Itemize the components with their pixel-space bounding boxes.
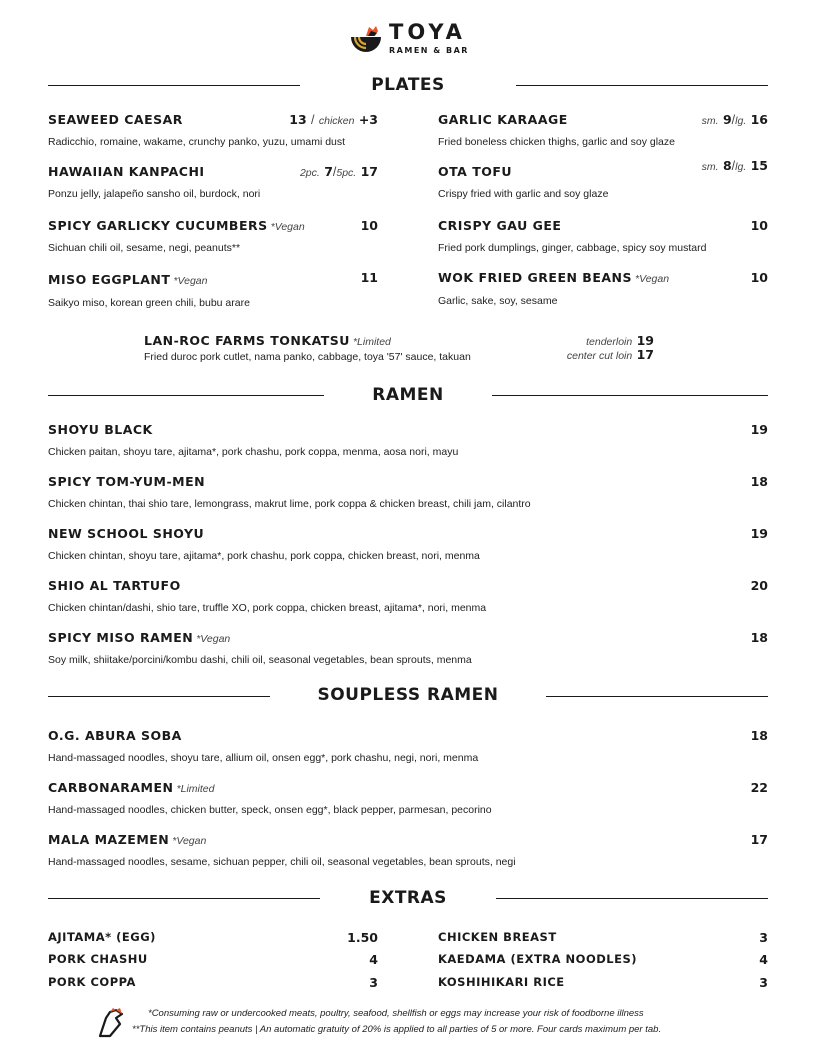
footer-note: **This item contains peanuts | An automatic gratuity of 20% is applied to all parties of 5 or more. Four cards maximum per tab. [132, 1024, 662, 1035]
item-name: SHIO AL TARTUFO [48, 578, 181, 593]
item-price: 19 [750, 526, 768, 541]
divider [48, 395, 324, 396]
item-description: Hand-massaged noodles, shoyu tare, allium oil, onsen egg*, pork chashu, negi, nori, menma [48, 752, 479, 764]
item-description: Sichuan chili oil, sesame, negi, peanuts** [48, 242, 241, 254]
item-price: 18 [750, 474, 768, 489]
item-price: 2pc. 7/5pc. 17 [299, 164, 378, 179]
extra-price: 4 [369, 952, 378, 967]
item-price: 10 [360, 218, 378, 233]
rooster-icon [96, 1008, 124, 1038]
item-description: Ponzu jelly, jalapeño sansho oil, burdock, nori [48, 188, 261, 200]
extra-price: 3 [369, 975, 378, 990]
item-name: O.G. ABURA SOBA [48, 728, 182, 743]
item-name: GARLIC KARAAGE [438, 112, 568, 127]
item-name: NEW SCHOOL SHOYU [48, 526, 205, 541]
item-price: 13 / chicken +3 [289, 112, 378, 127]
item-price: 10 [750, 270, 768, 285]
rooster-bowl-icon [349, 22, 383, 56]
item-price: 18 [750, 728, 768, 743]
divider [48, 898, 320, 899]
divider [546, 696, 768, 697]
divider [48, 696, 270, 697]
item-name: CRISPY GAU GEE [438, 218, 562, 233]
item-description: Chicken chintan/dashi, shio tare, truffle XO, pork coppa, chicken breast, ajitama*, nori, menma [48, 602, 487, 614]
extra-name: KAEDAMA (EXTRA NOODLES) [438, 952, 637, 966]
divider [496, 898, 768, 899]
item-price: 20 [750, 578, 768, 593]
item-description: Fried pork dumplings, ginger, cabbage, spicy soy mustard [438, 242, 707, 254]
item-description: Chicken paitan, shoyu tare, ajitama*, pork chashu, pork coppa, menma, aosa nori, mayu [48, 446, 459, 458]
item-description: Chicken chintan, shoyu tare, ajitama*, pork chashu, pork coppa, chicken breast, nori, menma [48, 550, 480, 562]
item-name: SEAWEED CAESAR [48, 112, 183, 127]
item-name: MISO EGGPLANT *Vegan [48, 272, 208, 287]
item-price: center cut loin 17 [566, 347, 654, 362]
extra-name: KOSHIHIKARI RICE [438, 975, 565, 989]
item-price: sm. 8/lg. 15 [701, 158, 768, 173]
extra-name: AJITAMA* (EGG) [48, 930, 156, 944]
item-name: HAWAIIAN KANPACHI [48, 164, 205, 179]
item-description: Fried boneless chicken thighs, garlic and soy glaze [438, 136, 675, 148]
item-price: 19 [750, 422, 768, 437]
section-title-extras: EXTRAS [369, 888, 447, 908]
item-description: Chicken chintan, thai shio tare, lemongrass, makrut lime, pork coppa & chicken breast, chili jam, cilantro [48, 498, 531, 510]
item-description: Hand-massaged noodles, chicken butter, speck, onsen egg*, black pepper, parmesan, pecorino [48, 804, 492, 816]
brand-logo [349, 20, 479, 60]
item-name: SPICY MISO RAMEN *Vegan [48, 630, 231, 645]
footer-disclaimer: *Consuming raw or undercooked meats, poultry, seafood, shellfish or eggs may increase your risk of foodborne illness [148, 1008, 644, 1019]
divider [516, 85, 768, 86]
divider [492, 395, 768, 396]
item-name: MALA MAZEMEN *Vegan [48, 832, 207, 847]
item-description: Hand-massaged noodles, sesame, sichuan pepper, chili oil, seasonal vegetables, bean sprouts, negi [48, 856, 516, 868]
section-title-plates: PLATES [371, 75, 445, 95]
item-price: 11 [360, 270, 378, 285]
item-name: SPICY GARLICKY CUCUMBERS *Vegan [48, 218, 305, 233]
item-description: Radicchio, romaine, wakame, crunchy panko, yuzu, umami dust [48, 136, 346, 148]
item-description: Saikyo miso, korean green chili, bubu arare [48, 297, 250, 309]
item-name: SHOYU BLACK [48, 422, 153, 437]
brand-tagline: RAMEN & BAR [389, 46, 469, 55]
brand-name: TOYA [389, 20, 466, 44]
extra-name: PORK CHASHU [48, 952, 148, 966]
item-name: OTA TOFU [438, 164, 513, 179]
item-name: WOK FRIED GREEN BEANS *Vegan [438, 270, 670, 285]
item-description: Garlic, sake, soy, sesame [438, 295, 558, 307]
item-name: SPICY TOM-YUM-MEN [48, 474, 206, 489]
item-price: tenderloin 19 [586, 333, 654, 348]
item-price: 18 [750, 630, 768, 645]
item-name: CARBONARAMEN *Limited [48, 780, 215, 795]
section-title-ramen: RAMEN [372, 385, 444, 405]
extra-name: CHICKEN BREAST [438, 930, 557, 944]
extra-price: 4 [759, 952, 768, 967]
item-price: 17 [750, 832, 768, 847]
extra-price: 1.50 [347, 930, 378, 945]
item-description: Crispy fried with garlic and soy glaze [438, 188, 609, 200]
divider [48, 85, 300, 86]
extra-price: 3 [759, 930, 768, 945]
section-title-soupless: SOUPLESS RAMEN [317, 685, 499, 705]
item-name: LAN-ROC FARMS TONKATSU *Limited [144, 333, 391, 348]
item-price: sm. 9/lg. 16 [701, 112, 768, 127]
item-price: 22 [750, 780, 768, 795]
item-description: Fried duroc pork cutlet, nama panko, cabbage, toya '57' sauce, takuan [144, 351, 471, 363]
extra-name: PORK COPPA [48, 975, 136, 989]
item-price: 10 [750, 218, 768, 233]
extra-price: 3 [759, 975, 768, 990]
item-description: Soy milk, shiitake/porcini/kombu dashi, chili oil, seasonal vegetables, bean sprouts, menma [48, 654, 472, 666]
